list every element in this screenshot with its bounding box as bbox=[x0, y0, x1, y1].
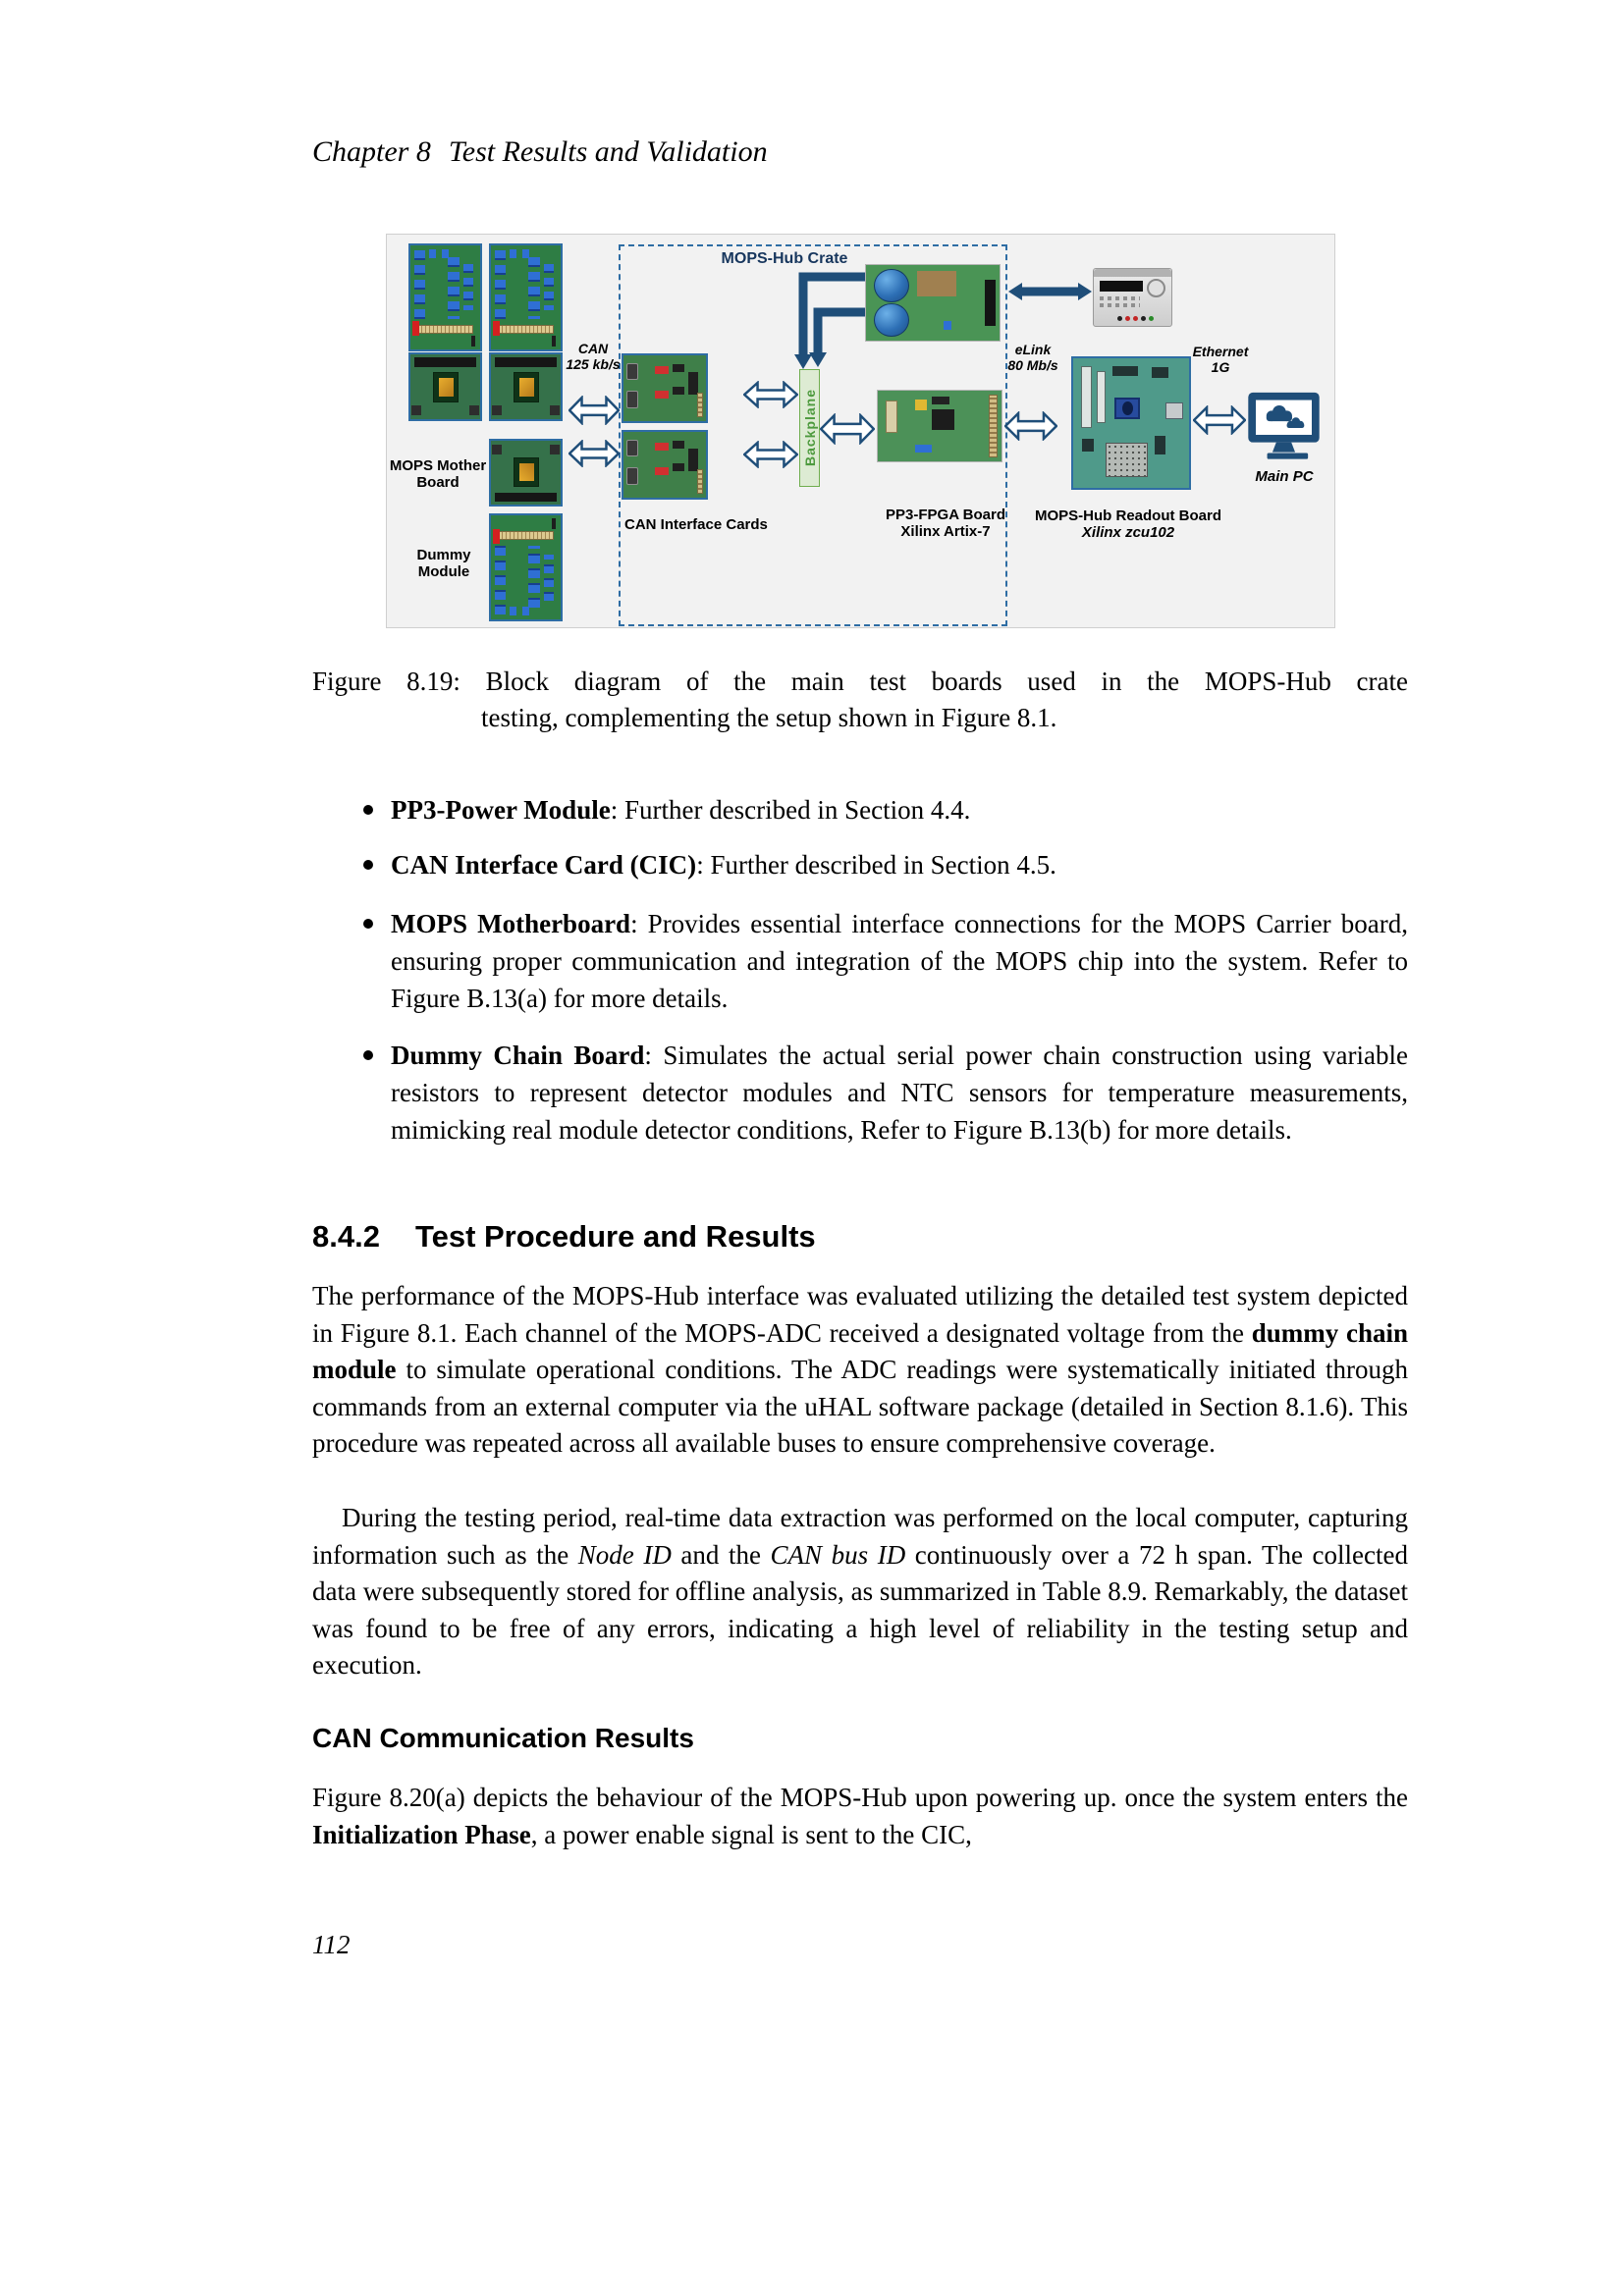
dummy-module-photo-2 bbox=[489, 243, 563, 351]
backplane-block bbox=[799, 369, 820, 487]
pp3-fpga-board-photo bbox=[877, 390, 1002, 462]
mops-hub-readout-board-photo bbox=[1071, 356, 1191, 490]
paragraph-test-procedure-1: The performance of the MOPS-Hub interface was evaluated utilizing the detailed test system depicted in Figure 8.1. Each channel of the MOPS-ADC received a designated voltage from the dummy chain module to simulate operational conditions. The ADC readings were systematically initiated through commands from an external computer via the uHAL software package (detailed in Section 8.1.6). This procedure was repeated across all available buses to ensure comprehensive coverage. bbox=[312, 1281, 1408, 1458]
power-supply-photo bbox=[1093, 268, 1172, 327]
chapter-header bbox=[312, 135, 768, 169]
can-interface-cards-label: CAN Interface Cards bbox=[624, 516, 768, 533]
backplane-label: Backplane bbox=[801, 389, 818, 467]
arrow-backplane-fpga bbox=[820, 413, 875, 445]
can-rate-label: CAN 125 kb/s bbox=[566, 341, 621, 373]
paragraph-test-procedure-2: During the testing period, real-time data extraction was performed on the local computer, capturing information such as the Node ID and the CAN bus ID continuously over a 72 h span. The collected data were subsequently stored for offline analysis, as summarized in Table 8.9. Remarkably, the dataset was found to be free of any errors, indicating a high level of reliability in the testing setup and execution. bbox=[312, 1503, 1408, 1680]
dummy-module-label: Dummy Module bbox=[416, 547, 471, 581]
page-number: 112 bbox=[312, 1930, 351, 1959]
bullet-dummy-chain-board: Dummy Chain Board: Simulates the actual serial power chain construction using variable resistors to represent detector modules and NTC sensors for temperature measurements, mimicking real module detector conditions, Refer to Figure B.13(b) for more details. bbox=[312, 1037, 1408, 1148]
bullet-can-interface-card: CAN Interface Card (CIC): Further described in Section 4.5. bbox=[312, 846, 1408, 883]
mops-hub-readout-board-label: MOPS-Hub Readout Board Xilinx zcu102 bbox=[1035, 507, 1221, 542]
subsection-heading: CAN Communication Results bbox=[312, 1723, 694, 1753]
bullet-pp3-power-module: PP3-Power Module: Further described in Section 4.4. bbox=[312, 791, 1408, 828]
mops-mother-board-label: MOPS Mother Board bbox=[389, 457, 487, 492]
figure-8-19-block-diagram bbox=[386, 234, 1335, 628]
figure-caption-line-2: testing, complementing the setup shown in Figure 8.1. bbox=[481, 703, 1057, 732]
figure-caption bbox=[312, 664, 1408, 736]
chapter-title: Test Results and Validation bbox=[448, 135, 768, 168]
elink-label: eLink 80 Mb/s bbox=[1007, 342, 1058, 374]
dummy-module-photo-1 bbox=[408, 243, 482, 351]
mops-motherboard-photo-1 bbox=[408, 352, 482, 421]
main-pc-monitor-icon bbox=[1246, 389, 1322, 464]
section-number: 8.4.2 bbox=[312, 1219, 380, 1254]
mops-motherboard-photo-3 bbox=[489, 439, 563, 507]
arrow-readout-mainpc bbox=[1193, 405, 1246, 435]
chapter-number: Chapter 8 bbox=[312, 135, 431, 168]
dummy-module-photo-3 bbox=[489, 513, 563, 621]
paragraph-can-results: Figure 8.20(a) depicts the behaviour of the MOPS-Hub upon powering up. once the system enters the Initialization Phase, a power enable signal is sent to the CIC, bbox=[312, 1783, 1408, 1849]
pp3-power-module-photo bbox=[865, 264, 1001, 342]
figure-caption-line-1: Figure 8.19: Block diagram of the main test boards used in the MOPS-Hub crate bbox=[312, 667, 1408, 696]
can-interface-card-photo-2 bbox=[622, 430, 708, 500]
ethernet-label: Ethernet 1G bbox=[1192, 344, 1249, 376]
arrow-motherboard-cic-1 bbox=[568, 396, 620, 425]
arrow-cic-backplane-1 bbox=[743, 381, 798, 408]
section-title: Test Procedure and Results bbox=[414, 1219, 816, 1254]
mops-hub-crate-label: MOPS-Hub Crate bbox=[721, 250, 848, 267]
can-interface-card-photo-1 bbox=[622, 353, 708, 423]
arrow-motherboard-cic-2 bbox=[568, 440, 620, 467]
pp3-fpga-board-label: PP3-FPGA Board Xilinx Artix-7 bbox=[886, 507, 1005, 541]
section-heading bbox=[312, 1219, 816, 1255]
bullet-mops-motherboard: MOPS Motherboard: Provides essential interface connections for the MOPS Carrier board, ensuring proper communication and integration of the MOPS chip into the system. Refer to Figure B.13(a) for more details. bbox=[312, 905, 1408, 1017]
arrow-cic-backplane-2 bbox=[743, 441, 798, 468]
arrow-fpga-readout bbox=[1004, 411, 1057, 441]
main-pc-label: Main PC bbox=[1255, 468, 1314, 485]
